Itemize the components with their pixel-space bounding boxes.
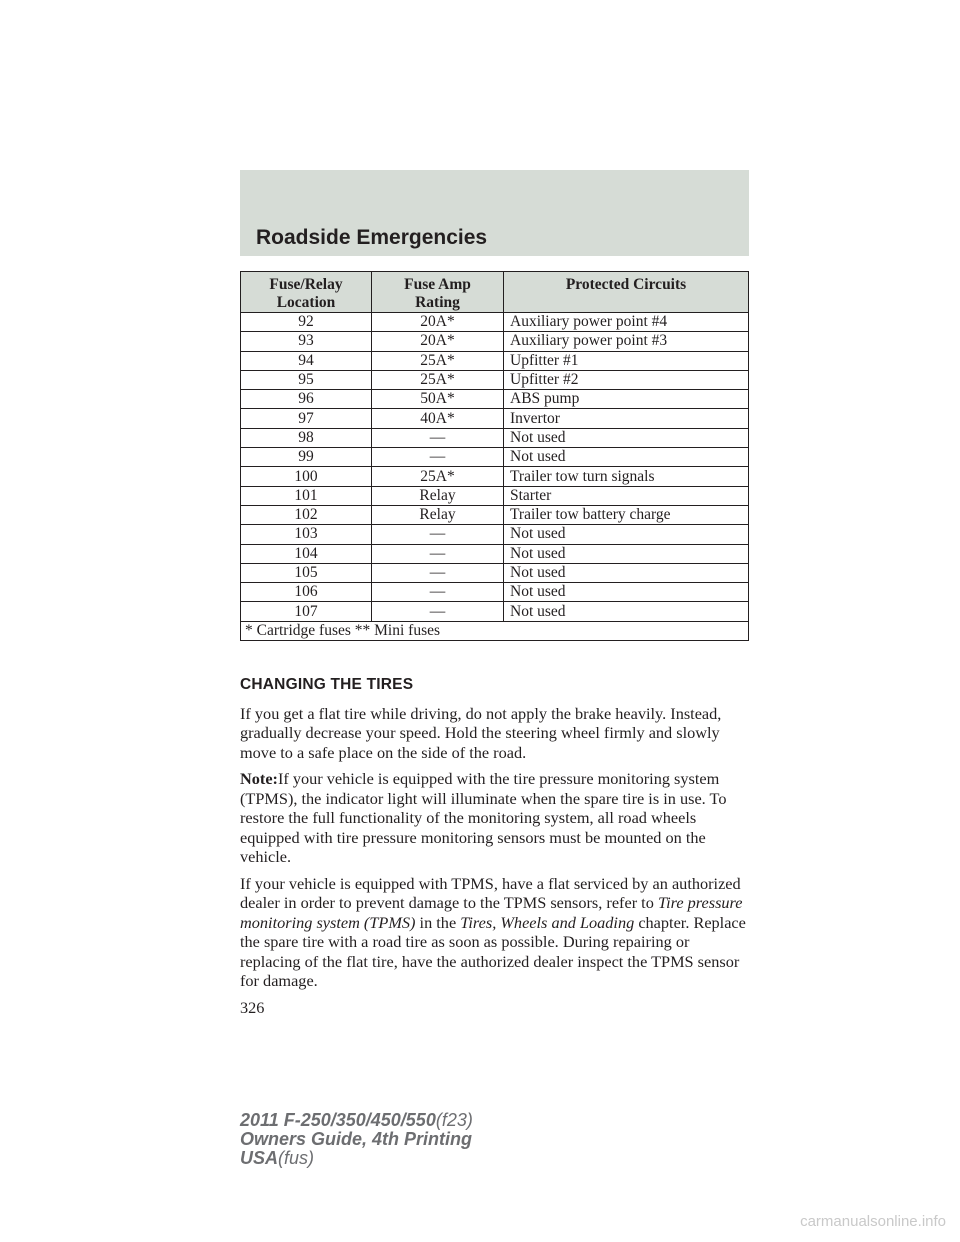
footer-line-3 [240, 1149, 473, 1168]
footer-market: USA [240, 1148, 279, 1168]
watermark: carmanualsonline.info [800, 1213, 946, 1230]
protected-circuit-cell: Starter [504, 486, 749, 505]
table-row [241, 390, 749, 409]
table-row [241, 563, 749, 582]
table-row [241, 544, 749, 563]
table-row [241, 525, 749, 544]
fuse-rating-cell: 20A* [372, 313, 504, 332]
table-row [241, 313, 749, 332]
fuse-rating-cell: — [372, 428, 504, 447]
fuse-location-cell: 100 [241, 467, 372, 486]
tpms-text-b: in the [419, 912, 457, 932]
fuse-table-footnote: * Cartridge fuses ** Mini fuses [241, 621, 749, 640]
table-row [241, 409, 749, 428]
fuse-rating-cell: — [372, 563, 504, 582]
fuse-location-cell: 93 [241, 332, 372, 351]
table-row [241, 370, 749, 389]
fuse-location-cell: 95 [241, 370, 372, 389]
fuse-rating-cell: 40A* [372, 409, 504, 428]
fuse-location-cell: 98 [241, 428, 372, 447]
fuse-location-cell: 102 [241, 505, 372, 524]
fuse-location-cell: 104 [241, 544, 372, 563]
fuse-rating-cell: — [372, 544, 504, 563]
note-text: If your vehicle is equipped with the tire pressure monitoring system (TPMS), the indicator light will illuminate when the spare tire is in use. To restore the full functionality of the monitoring system, all road wheels equipped with tire pressure monitoring sensors must be mounted on the vehicle. [240, 769, 727, 866]
fuse-location-cell: 99 [241, 448, 372, 467]
column-header-location: Fuse/Relay Location [241, 272, 372, 313]
fuse-location-cell: 94 [241, 351, 372, 370]
chapter-reference-link: Tires, Wheels and Loading [460, 912, 635, 932]
paragraph-note [240, 769, 752, 867]
table-row [241, 351, 749, 370]
column-header-rating: Fuse Amp Rating [372, 272, 504, 313]
table-row [241, 467, 749, 486]
protected-circuit-cell: ABS pump [504, 390, 749, 409]
protected-circuit-cell: Invertor [504, 409, 749, 428]
protected-circuit-cell: Not used [504, 428, 749, 447]
note-label: Note: [240, 769, 278, 788]
section-heading: CHANGING THE TIRES [240, 676, 414, 693]
paragraph-tpms [240, 874, 752, 991]
table-row [241, 583, 749, 602]
fuse-rating-cell: Relay [372, 505, 504, 524]
fuse-location-cell: 101 [241, 486, 372, 505]
protected-circuit-cell: Auxiliary power point #4 [504, 313, 749, 332]
protected-circuit-cell: Not used [504, 525, 749, 544]
footer-line-2: Owners Guide, 4th Printing [240, 1129, 473, 1149]
fuse-table-footnote-row [241, 621, 749, 640]
fuse-rating-cell: 20A* [372, 332, 504, 351]
fuse-rating-cell: — [372, 525, 504, 544]
protected-circuit-cell: Not used [504, 563, 749, 582]
protected-circuit-cell: Trailer tow battery charge [504, 505, 749, 524]
tpms-text-a: If your vehicle is equipped with TPMS, have a flat serviced by an authorized dealer in order to prevent damage to the TPMS sensors, refer to [240, 873, 741, 912]
fuse-table-header [241, 272, 749, 313]
fuse-rating-cell: — [372, 448, 504, 467]
fuse-rating-cell: 25A* [372, 351, 504, 370]
fuse-rating-cell: 25A* [372, 467, 504, 486]
fuse-location-cell: 96 [241, 390, 372, 409]
table-row [241, 332, 749, 351]
body-text [240, 675, 752, 1017]
protected-circuit-cell: Auxiliary power point #3 [504, 332, 749, 351]
fuse-location-cell: 92 [241, 313, 372, 332]
fuse-rating-cell: 25A* [372, 370, 504, 389]
fuse-table-body [241, 313, 749, 622]
table-row [241, 505, 749, 524]
table-row [241, 448, 749, 467]
section-title: Roadside Emergencies [256, 226, 488, 249]
tpms-text-c: chapter. Replace the spare tire with a road tire as soon as possible. During repairing or replacing of the flat tire, have the authorized dealer inspect the TPMS sensor for damage. [240, 912, 746, 990]
footer-code: (f23) [435, 1110, 473, 1130]
fuse-location-cell: 105 [241, 563, 372, 582]
fuse-rating-cell: 50A* [372, 390, 504, 409]
section-header-band [240, 170, 749, 256]
footer-model: 2011 F-250/350/450/550 [240, 1110, 436, 1130]
tpms-reference-link: Tire pressure monitoring system (TPMS) [240, 893, 743, 932]
protected-circuit-cell: Upfitter #2 [504, 370, 749, 389]
protected-circuit-cell: Not used [504, 583, 749, 602]
fuse-rating-cell: Relay [372, 486, 504, 505]
protected-circuit-cell: Upfitter #1 [504, 351, 749, 370]
protected-circuit-cell: Not used [504, 602, 749, 621]
fuse-location-cell: 103 [241, 525, 372, 544]
table-row [241, 428, 749, 447]
fuse-location-cell: 97 [241, 409, 372, 428]
footer-market-code: (fus) [278, 1148, 315, 1168]
paragraph-flat-tire: If you get a flat tire while driving, do not apply the brake heavily. Instead, gradually decrease your speed. Hold the steering wheel firmly and slowly move to a safe place on the side of the road. [240, 703, 722, 762]
document-footer [240, 1111, 473, 1168]
fuse-table [240, 271, 749, 641]
table-row [241, 486, 749, 505]
fuse-rating-cell: — [372, 583, 504, 602]
protected-circuit-cell: Not used [504, 448, 749, 467]
column-header-circuits: Protected Circuits [504, 272, 749, 313]
footer-line-1 [240, 1111, 473, 1130]
fuse-location-cell: 106 [241, 583, 372, 602]
table-row [241, 602, 749, 621]
page-number: 326 [240, 997, 265, 1017]
protected-circuit-cell: Not used [504, 544, 749, 563]
fuse-rating-cell: — [372, 602, 504, 621]
fuse-location-cell: 107 [241, 602, 372, 621]
protected-circuit-cell: Trailer tow turn signals [504, 467, 749, 486]
